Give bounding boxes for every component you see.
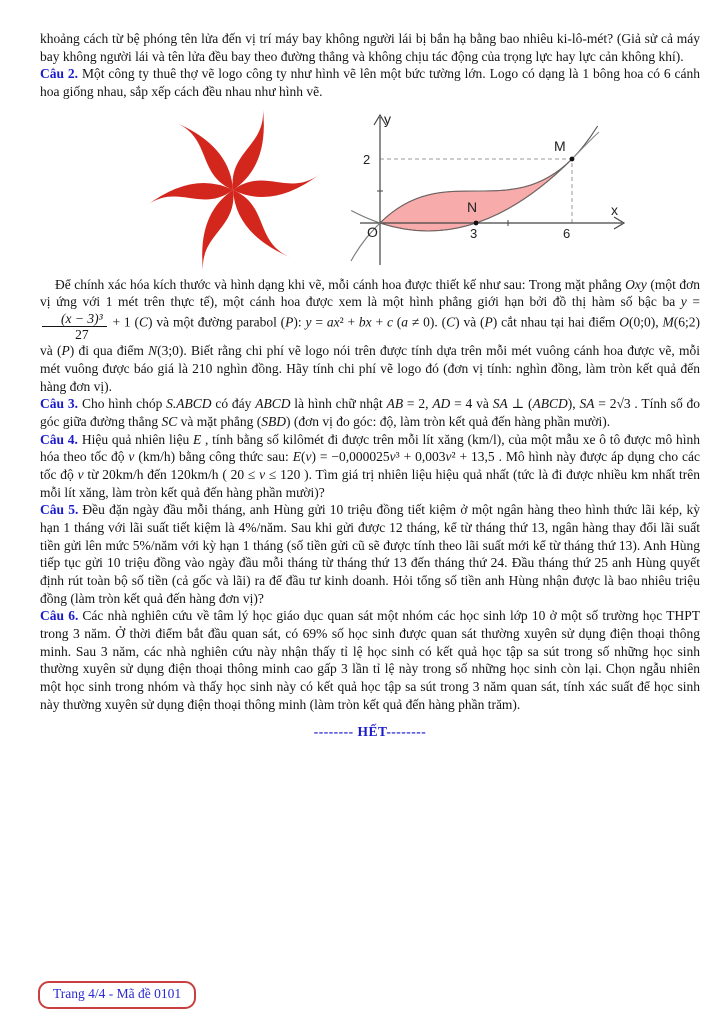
question-5 xyxy=(40,501,700,607)
question-2-text: Một công ty thuê thợ vẽ logo công ty như hình vẽ lên một bức tường lớn. Logo có dạng là 1 bông hoa có 6 cánh hoa giống nhau, sắp xếp cách đều nhau như hình vẽ. xyxy=(40,66,701,100)
question-2-label: Câu 2. xyxy=(40,66,79,82)
parabola-curve-right xyxy=(572,132,599,159)
point-m-dot xyxy=(570,156,575,161)
graph-label-n: N xyxy=(467,198,478,215)
design-paragraph: Để chính xác hóa kích thước và hình dạng khi vẽ, mỗi cánh hoa được thiết kế như sau: Trong mặt phẳng Oxy (một đơn vị ứng với 1 mét trên thực tế), một cánh hoa được xem là một hình phẳng giới hạn bởi đồ thị hàm số bậc ba y = $\frac{\text{(x − 3)³}}{27}$ + 1 (C) và một đường parabol (P): y = ax² + bx + c (a ≠ 0). (C) và (P) cắt nhau tại hai điểm O(0;0), M(6;2) và (P) đi qua điểm N(3;0). Biết rằng chi phí vẽ logo nói trên được tính dựa trên mỗi mét vuông cánh hoa được vẽ, mỗi mét vuông được báo giá là 210 nghìn đồng. Hãy tính chi phí vẽ logo đó (đơn vị tính: nghìn đồng, làm tròn kết quả đến hàng đơn vị). xyxy=(40,276,700,394)
graph-label-origin: O xyxy=(367,223,378,240)
question-6-label: Câu 6. xyxy=(40,608,79,624)
graph-label-2: 2 xyxy=(363,151,371,167)
question-3 xyxy=(40,395,700,430)
page-footer-text: Trang 4/4 - Mã đề 0101 xyxy=(53,986,182,1001)
graph-label-x: x xyxy=(611,201,618,218)
question-3-label: Câu 3. xyxy=(40,396,78,412)
shaded-region xyxy=(380,159,572,231)
end-marker: -------- HẾT-------- xyxy=(313,724,427,740)
flower-logo-figure xyxy=(130,103,336,273)
graph-label-6: 6 xyxy=(563,225,571,241)
question-3-text: Cho hình chóp S.ABCD có đáy ABCD là hình chữ nhật AB = 2, AD = 4 và SA ⊥ (ABCD), SA = 2√3 . Tính số đo góc giữa đường thẳng SC và mặt phẳng (SBD) (đơn vị đo góc: độ, làm tròn kết quả đến hàng phần mười). xyxy=(40,396,701,429)
graph-label-m: M xyxy=(554,137,566,154)
question-5-label: Câu 5. xyxy=(40,502,79,518)
intro-paragraph: khoảng cách từ bệ phóng tên lửa đến vị trí máy bay không người lái bị bắn hạ bằng bao nhiêu ki-lô-mét? (Giả sử cả máy bay không người lái và tên lửa đều bay theo đường thẳng và không chịu tác động của trọng lực hay lực cản không khí). xyxy=(40,31,700,64)
figure-row xyxy=(130,103,700,273)
question-4-label: Câu 4. xyxy=(40,431,78,447)
question-2 xyxy=(40,65,700,100)
question-6 xyxy=(40,607,700,713)
page-footer-badge xyxy=(38,981,196,1009)
question-4-text: Hiệu quả nhiên liệu E , tính bằng số kilômét đi được trên mỗi lít xăng (km/l), của một mẫu xe ô tô được mô hình hóa theo tốc độ v (km/h) bằng công thức sau: E(v) = −0,000025v³ + 0,003v² + 13,5 . Mô hình này được áp dụng cho các tốc độ v từ 20km/h đến 120km/h ( 20 ≤ v ≤ 120 ). Tìm giá trị nhiên liệu hiệu quả nhất (tức là đi được nhiều km nhất trên mỗi lít xăng, làm tròn kết quả đến hàng phần mười)? xyxy=(40,431,700,500)
cubic-curve-right xyxy=(572,126,598,159)
point-n-dot xyxy=(474,220,479,225)
graph-label-y: y xyxy=(384,110,391,127)
parabola-curve-left xyxy=(351,210,380,223)
question-5-text: Đều đặn ngày đầu mỗi tháng, anh Hùng gửi 10 triệu đồng tiết kiệm ở một ngân hàng theo hình thức lãi kép, kỳ hạn 1 tháng với lãi suất tiết kiệm là 4%/năm. Sau khi gửi được 12 tháng, kể từ tháng thứ 13, ngân hàng thay đổi lãi suất tiền gửi lên mức 5%/năm với kỳ hạn 1 tháng (số tiền gửi cũ sẽ được tính theo lãi suất mới kể từ tháng thứ 13). Anh Hùng tiếp tục gửi 10 triệu đồng vào ngày đầu mỗi tháng từ tháng thứ 13 đến tháng thứ 24. Đầu tháng thứ 25 anh Hùng quyết định rút toàn bộ số tiền (cả gốc và lãi) ra để đầu tư kinh doanh. Hỏi tổng số tiền anh Hùng nhận được là bao nhiêu triệu đồng (làm tròn kết quả đến hàng đơn vị)? xyxy=(40,502,700,606)
question-6-text: Các nhà nghiên cứu về tâm lý học giáo dục quan sát một nhóm các học sinh lớp 10 ở một số trường học THPT trong 3 năm. Ở thời điểm bắt đầu quan sát, có 69% số học sinh được quan sát thường xuyên sử dụng điện thoại thông minh. Sau 3 năm, các nhà nghiên cứu này nhận thấy tỉ lệ học sinh có kết quả học tập sa sút trong số những học sinh thường xuyên sử dụng điện thoại thông minh cao gấp 3 lần tỉ lệ này trong số những học sinh còn lại. Chọn ngẫu nhiên một học sinh trong nhóm và thấy học sinh này có kết quả học tập sa sút trong 3 năm quan sát, tính xác suất để học sinh này thường xuyên sử dụng điện thoại thông minh (làm tròn kết quả đến hàng phần trăm). xyxy=(40,608,700,712)
petal-graph-figure xyxy=(348,103,633,273)
flower-petals xyxy=(138,103,329,273)
question-4 xyxy=(40,431,700,502)
graph-label-3: 3 xyxy=(470,225,478,241)
